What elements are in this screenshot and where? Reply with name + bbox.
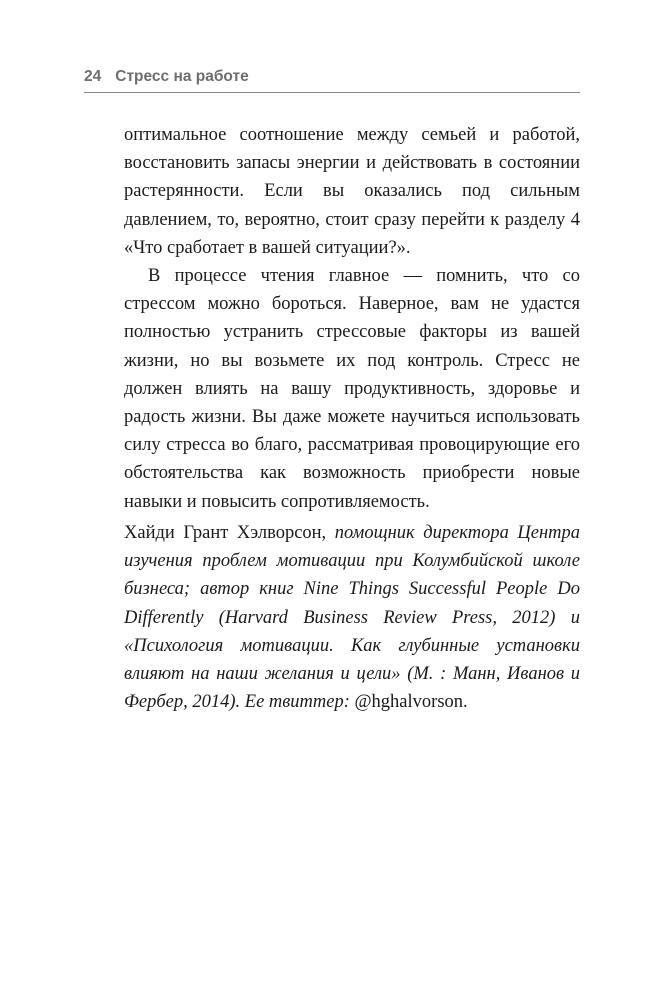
chapter-title: Стресс на работе <box>115 68 249 85</box>
page-number: 24 <box>84 68 102 85</box>
author-name: Хайди Грант Хэлворсон, <box>124 523 327 543</box>
main-text <box>124 121 580 516</box>
running-header <box>84 66 580 93</box>
paragraph-continuation: оптимальное соотношение между семьей и работой, восстановить запасы энергии и действовать в состоянии растерянности. Если вы оказались под сильным давлением, то, вероятно, стоит сразу перейти к разделу 4 «Что сработает в вашей ситуации?». <box>124 125 580 258</box>
author-note <box>124 519 580 716</box>
author-description: помощник директора Центра изучения проблем мотивации при Колумбийской школе бизнеса; автор книг Nine Things Successful People Do Differently (Harvard Business Review Press, 2012) и «Психология мотивации. Как глубинные установки влияют на наши желания и цели» (М. : Манн, Иванов и Фербер, 2014). Ее твиттер: <box>124 523 580 713</box>
paragraph: В процессе чтения главное — помнить, что со стрессом можно бороться. Наверное, вам не удастся полностью устранить стрессовые факторы из вашей жизни, но вы возьмете их под контроль. Стресс не должен влиять на вашу продуктивность, здоровье и радость жизни. Вы даже можете научиться использовать силу стресса во благо, рассматривая провоцирующие его обстоятельства как возможность приобрести новые навыки и повысить сопротивляемость. <box>124 266 580 512</box>
twitter-handle: @hghalvorson. <box>354 692 468 713</box>
